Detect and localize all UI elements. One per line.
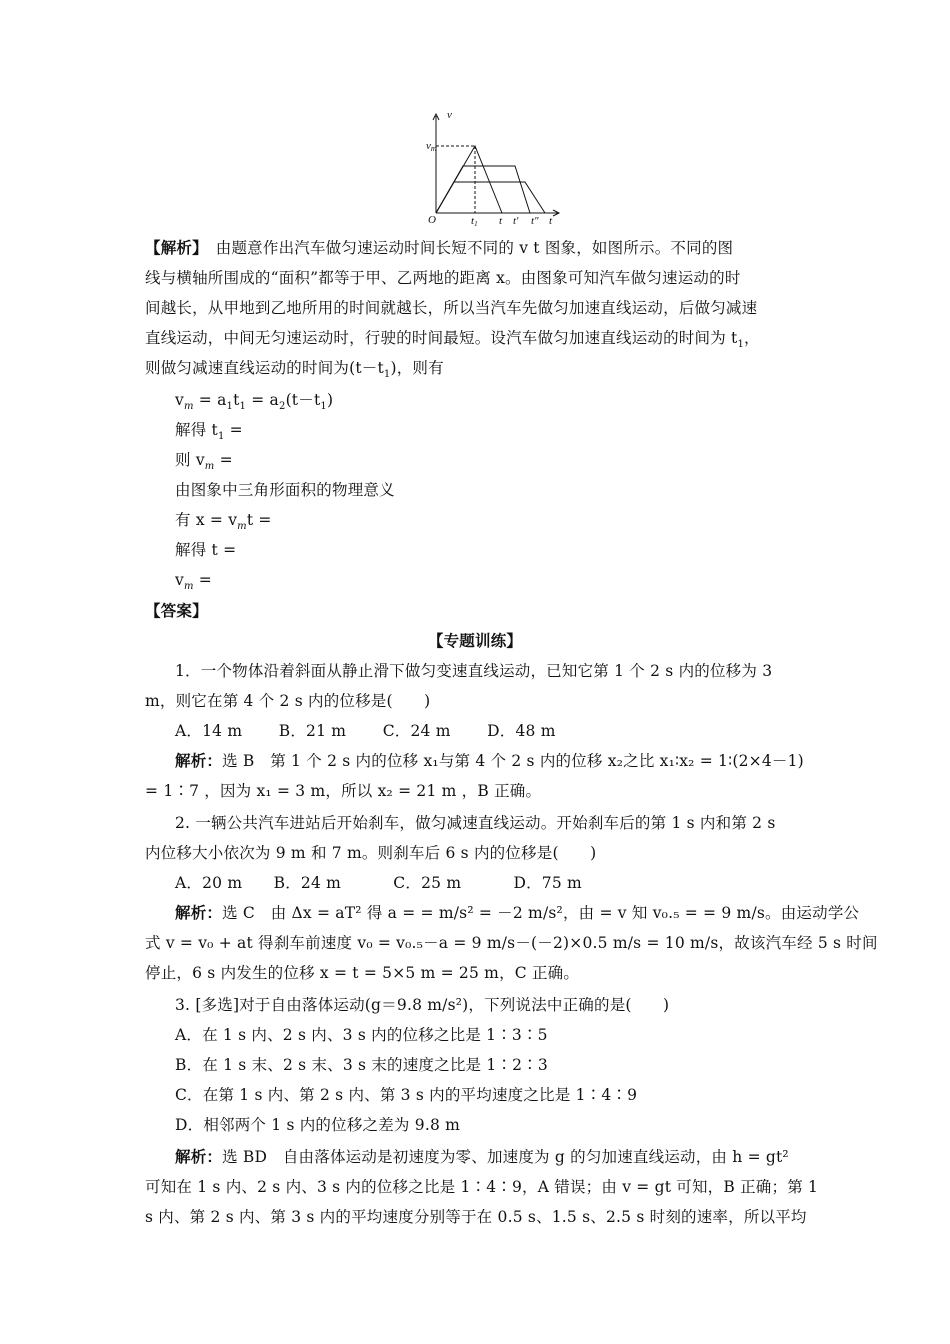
q2-solution-line-3: 停止，6 s 内发生的位移 x = t = 5×5 m = 25 m，C 正确。 — [145, 964, 580, 982]
q1-line-1: 1．一个物体沿着斜面从静止滑下做匀变速直线运动，已知它第 1 个 2 s 内的位移为 3 — [175, 662, 773, 680]
analysis-line-5: 则做匀减速直线运动的时间为$(t-t_1)$，则有 — [145, 359, 444, 381]
tick-t1-label: t1 — [471, 215, 478, 228]
q2-solution-line-1: 解析：选 C 由 Δx = aT² 得 a = = m/s² = －2 m/s²，由 = v 知 v₀.₅ = = 9 m/s。由运动学公 — [175, 903, 860, 922]
t-axis-label: t — [549, 215, 553, 227]
tick-t-prime-label: t′ — [513, 215, 519, 227]
q2-line-2: 内位移大小依次为 9 m 和 7 m。则刹车后 6 s 内的位移是( ) — [145, 844, 597, 862]
q3-line-1: 3. [多选]对于自由落体运动(g＝9.8 m/s²)，下列说法中正确的是( ) — [175, 996, 670, 1014]
analysis-line-1: 【解析】 由题意作出汽车做匀速运动时间长短不同的 v t 图象，如图所示。不同的图 — [145, 238, 734, 257]
q1-solution-line-1: 解析：选 B 第 1 个 2 s 内的位移 x₁与第 4 个 2 s 内的位移 x₂之比 x₁∶x₂ = 1∶(2×4－1) — [175, 751, 804, 770]
equation-4: 由图象中三角形面积的物理意义 — [175, 481, 395, 499]
equation-5: 有 $x = v_mt$ = — [175, 511, 272, 533]
equation-1: $v_m = a_1t_1 = a_2(t-t_1)$ — [175, 391, 334, 413]
q3-option-c: C．在第 1 s 内、第 2 s 内、第 3 s 内的平均速度之比是 1∶4∶9 — [175, 1086, 638, 1104]
q3-option-b: B．在 1 s 末、2 s 末、3 s 末的速度之比是 1∶2∶3 — [175, 1056, 548, 1074]
equation-6: 解得 t = — [175, 541, 237, 559]
analysis-line-2: 线与横轴所围成的“面积”都等于甲、乙两地的距离 x。由图象可知汽车做匀速运动的时 — [145, 269, 741, 287]
q2-line-1: 2. 一辆公共汽车进站后开始刹车，做匀减速直线运动。开始刹车后的第 1 s 内和第 2 s — [175, 814, 776, 832]
q2-solution-line-2: 式 v = v₀ + at 得刹车前速度 v₀ = v₀.₅－a = 9 m/s－(－2)×0.5 m/s = 10 m/s，故该汽车经 5 s 时间 — [145, 934, 878, 952]
q3-solution-line-2: 可知在 1 s 内、2 s 内、3 s 内的位移之比是 1∶4∶9，A 错误；由 v = gt 可知，B 正确；第 1 — [145, 1178, 819, 1196]
equation-2: 解得 $t_1$ = — [175, 421, 243, 443]
analysis-heading: 【解析】 — [145, 238, 201, 257]
equation-7: $v_m$ = — [175, 571, 212, 593]
vm-label: vm — [426, 140, 437, 153]
origin-label: O — [428, 214, 436, 226]
q3-solution-line-3: s 内、第 2 s 内、第 3 s 内的平均速度分别等于在 0.5 s、1.5 s、2.5 s 时刻的速率，所以平均 — [145, 1208, 807, 1226]
q3-option-d: D．相邻两个 1 s 内的位移之差为 9.8 m — [175, 1116, 461, 1134]
equation-3: 则 $v_m$ = — [175, 451, 233, 473]
q3-solution-line-1: 解析：选 BD 自由落体运动是初速度为零、加速度为 g 的匀加速直线运动，由 h = gt² — [175, 1147, 789, 1166]
tick-t-dprime-label: t″ — [531, 215, 539, 227]
v-axis-label: v — [447, 110, 452, 121]
q3-option-a: A．在 1 s 内、2 s 内、3 s 内的位移之比是 1∶3∶5 — [175, 1026, 548, 1044]
training-heading: 【专题训练】 — [427, 631, 523, 650]
q2-options: A．20 m B．24 m C．25 m D．75 m — [175, 874, 582, 892]
q1-solution-line-2: = 1∶7 ，因为 x₁ = 3 m，所以 x₂ = 21 m ，B 正确。 — [145, 782, 542, 800]
vt-graph-figure — [418, 110, 568, 228]
analysis-line-4: 直线运动，中间无匀速运动时，行驶的时间最短。设汽车做匀加速直线运动的时间为 $t_1$， — [145, 329, 760, 351]
analysis-line-3: 间越长，从甲地到乙地所用的时间就越长，所以当汽车先做匀加速直线运动，后做匀减速 — [145, 299, 758, 317]
q1-options: A．14 m B．21 m C．24 m D．48 m — [175, 722, 556, 740]
tick-t-label: t — [499, 215, 503, 227]
q1-line-2: m，则它在第 4 个 2 s 内的位移是( ) — [145, 692, 431, 710]
triangle-curve — [436, 146, 502, 213]
answer-heading: 【答案】 — [145, 601, 208, 620]
